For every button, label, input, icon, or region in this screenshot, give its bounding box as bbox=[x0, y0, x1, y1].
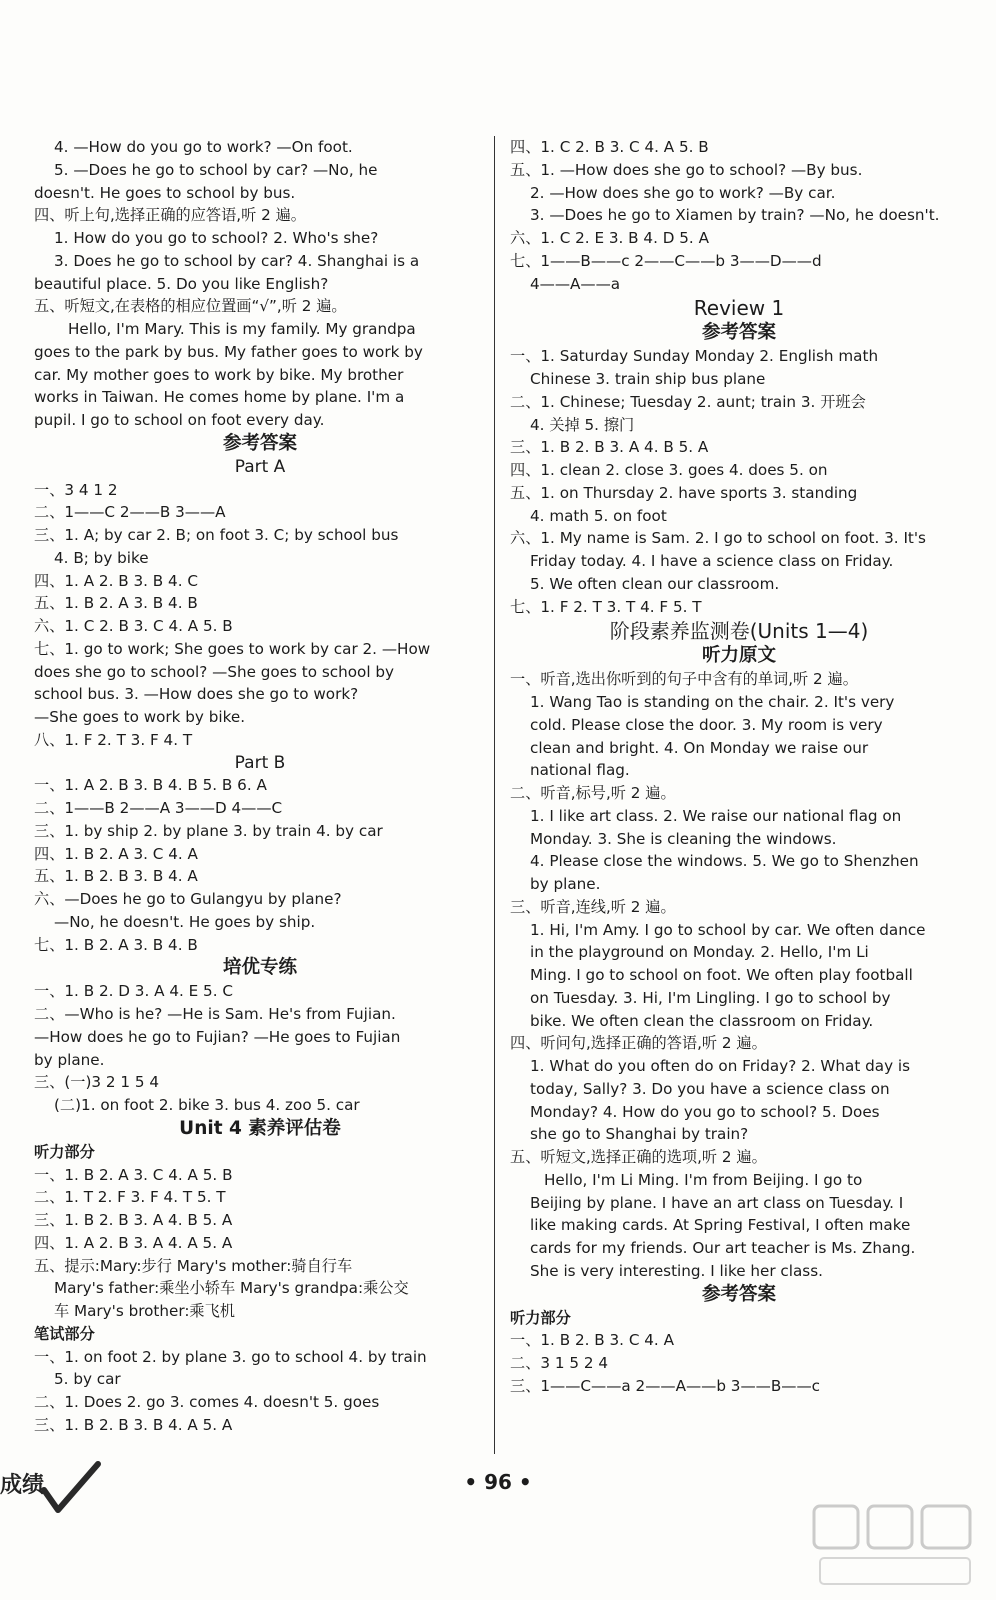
text-line: Monday. 3. She is cleaning the windows. bbox=[530, 829, 837, 848]
text-line: 三、(一)3 2 1 5 4 bbox=[34, 1073, 160, 1092]
text-line: 4——A——a bbox=[530, 274, 621, 293]
text-line: 六、1. C 2. B 3. C 4. A 5. B bbox=[34, 617, 233, 635]
text-line: 五、1. on Thursday 2. have sports 3. standing bbox=[510, 483, 858, 502]
text-line: 四、1. A 2. B 3. B 4. C bbox=[34, 571, 198, 590]
text-line: Hello, I'm Mary. This is my family. My grandpa bbox=[68, 320, 416, 338]
text-line: beautiful place. 5. Do you like English? bbox=[34, 274, 329, 293]
text-line: cards for my friends. Our art teacher is Ms. Zhang. bbox=[530, 1239, 916, 1257]
text-line: 1. Wang Tao is standing on the chair. 2. It's very bbox=[530, 693, 895, 711]
text-line: clean and bright. 4. On Monday we raise our bbox=[530, 738, 869, 757]
section-heading: Unit 4 素养评估卷 bbox=[179, 1117, 341, 1139]
text-line: bike. We often clean the classroom on Friday. bbox=[530, 1011, 874, 1030]
text-line: 七、1. go to work; She goes to work by car 2. —How bbox=[34, 639, 431, 658]
text-line: Friday today. 4. I have a science class on Friday. bbox=[530, 552, 894, 570]
text-line: national flag. bbox=[530, 761, 630, 780]
text-line: goes to the park by bus. My father goes to work by bbox=[34, 342, 423, 361]
text-line: —No, he doesn't. He goes by ship. bbox=[54, 912, 316, 931]
text-line: she go to Shanghai by train? bbox=[530, 1125, 749, 1144]
section-heading: Part A bbox=[234, 456, 286, 477]
section-heading: 培优专练 bbox=[222, 957, 297, 979]
text-line: 一、听音,选出你听到的句子中含有的单词,听 2 遍。 bbox=[510, 670, 858, 689]
text-line: 三、1——C——a 2——A——b 3——B——c bbox=[510, 1376, 820, 1395]
text-line: 一、3 4 1 2 bbox=[34, 480, 118, 499]
text-line: 三、听音,连线,听 2 遍。 bbox=[510, 897, 676, 916]
text-line: 二、—Who is he? —He is Sam. He's from Fujian. bbox=[34, 1005, 396, 1023]
text-line: (二)1. on foot 2. bike 3. bus 4. zoo 5. car bbox=[54, 1096, 360, 1114]
text-line: 车 Mary's brother:乘飞机 bbox=[54, 1302, 235, 1320]
text-line: —How does he go to Fujian? —He goes to Fujian bbox=[34, 1027, 401, 1046]
text-line: by plane. bbox=[34, 1050, 105, 1069]
text-line: 五、提示:Mary:步行 Mary's mother:骑自行车 bbox=[34, 1256, 353, 1275]
text-line: 二、3 1 5 2 4 bbox=[510, 1354, 608, 1372]
text-line: cold. Please close the door. 3. My room is very bbox=[530, 715, 883, 734]
text-line: 五、听短文,在表格的相应位置画“√”,听 2 遍。 bbox=[34, 297, 347, 316]
text-line: 四、1. C 2. B 3. C 4. A 5. B bbox=[510, 138, 709, 156]
column-divider bbox=[494, 136, 495, 1454]
section-heading: Part B bbox=[234, 752, 286, 773]
text-line: 五、1. B 2. A 3. B 4. B bbox=[34, 594, 198, 613]
text-line: car. My mother goes to work by bike. My brother bbox=[34, 365, 404, 384]
text-line: 二、1. Does 2. go 3. comes 4. doesn't 5. goes bbox=[34, 1393, 380, 1411]
section-heading: 参考答案 bbox=[222, 432, 297, 454]
text-line: 一、1. B 2. D 3. A 4. E 5. C bbox=[34, 982, 233, 1001]
text-line: 4. 关掉 5. 擦门 bbox=[530, 415, 635, 434]
text-line: by plane. bbox=[530, 875, 601, 893]
text-line: 二、听音,标号,听 2 遍。 bbox=[510, 784, 676, 802]
text-line: Ming. I go to school on foot. We often play football bbox=[530, 966, 913, 984]
text-line: 六、—Does he go to Gulangyu by plane? bbox=[34, 890, 342, 908]
text-line: Monday? 4. How do you go to school? 5. Does bbox=[530, 1102, 880, 1121]
text-line: 五、1. —How does she go to school? —By bus. bbox=[510, 160, 863, 179]
text-line: 五、1. B 2. B 3. B 4. A bbox=[34, 867, 198, 886]
subsection-label: 听力部分 bbox=[34, 1142, 95, 1161]
section-heading: 阶段素养监测卷(Units 1—4) bbox=[609, 619, 869, 644]
text-line: doesn't. He goes to school by bus. bbox=[34, 183, 296, 202]
text-line: 1. Hi, I'm Amy. I go to school by car. We often dance bbox=[530, 920, 926, 939]
text-line: 一、1. on foot 2. by plane 3. go to school 4. by train bbox=[34, 1347, 427, 1366]
section-heading: 参考答案 bbox=[701, 1283, 776, 1305]
text-line: 六、1. C 2. E 3. B 4. D 5. A bbox=[510, 229, 709, 247]
text-line: pupil. I go to school on foot every day. bbox=[34, 411, 325, 429]
text-line: 1. How do you go to school? 2. Who's she? bbox=[54, 229, 379, 247]
text-line: 4. B; by bike bbox=[54, 548, 149, 567]
text-line: like making cards. At Spring Festival, I often make bbox=[530, 1216, 911, 1235]
text-line: 1. What do you often do on Friday? 2. What day is bbox=[530, 1057, 911, 1075]
text-line: 七、1——B——c 2——C——b 3——D——d bbox=[510, 251, 822, 270]
text-line: in the playground on Monday. 2. Hello, I'm Li bbox=[530, 943, 869, 962]
text-line: 一、1. Saturday Sunday Monday 2. English math bbox=[510, 347, 879, 366]
text-line: Beijing by plane. I have an art class on Tuesday. I bbox=[530, 1193, 904, 1212]
text-line: 5. by car bbox=[54, 1370, 121, 1389]
section-heading: 听力原文 bbox=[701, 645, 776, 667]
text-line: 二、1. T 2. F 3. F 4. T 5. T bbox=[34, 1188, 226, 1207]
text-line: 八、1. F 2. T 3. F 4. T bbox=[34, 730, 193, 749]
text-line: works in Taiwan. He comes home by plane. I'm a bbox=[34, 388, 405, 407]
text-line: 四、听上句,选择正确的应答语,听 2 遍。 bbox=[34, 206, 306, 225]
page-number: • 96 • bbox=[464, 1470, 532, 1494]
text-line: 4. math 5. on foot bbox=[530, 506, 667, 525]
text-line: 一、1. A 2. B 3. B 4. B 5. B 6. A bbox=[34, 776, 267, 795]
text-line: today, Sally? 3. Do you have a science class on bbox=[530, 1079, 890, 1098]
text-line: does she go to school? —She goes to school by bbox=[34, 662, 395, 681]
text-line: 四、1. clean 2. close 3. goes 4. does 5. on bbox=[510, 461, 828, 479]
subsection-label: 听力部分 bbox=[510, 1308, 571, 1327]
text-line: 三、1. by ship 2. by plane 3. by train 4. by car bbox=[34, 821, 383, 840]
text-line: 四、1. B 2. A 3. C 4. A bbox=[34, 844, 198, 863]
section-heading: 参考答案 bbox=[701, 322, 776, 344]
subsection-label: 笔试部分 bbox=[34, 1324, 95, 1343]
section-heading: Review 1 bbox=[693, 296, 785, 321]
text-line: 4. Please close the windows. 5. We go to Shenzhen bbox=[530, 852, 919, 871]
right-column bbox=[510, 136, 968, 1398]
text-line: 5. —Does he go to school by car? —No, he bbox=[54, 160, 378, 179]
text-line: 六、1. My name is Sam. 2. I go to school on foot. 3. It's bbox=[510, 529, 926, 548]
left-column bbox=[34, 136, 486, 1437]
text-line: 2. —How does she go to work? —By car. bbox=[530, 183, 836, 202]
text-line: 一、1. B 2. A 3. C 4. A 5. B bbox=[34, 1165, 233, 1184]
text-line: —She goes to work by bike. bbox=[34, 708, 246, 726]
text-line: Chinese 3. train ship bus plane bbox=[530, 370, 766, 388]
text-line: 5. We often clean our classroom. bbox=[530, 574, 780, 593]
text-line: 一、1. B 2. B 3. C 4. A bbox=[510, 1331, 674, 1350]
text-line: 四、听问句,选择正确的答语,听 2 遍。 bbox=[510, 1034, 767, 1053]
text-line: She is very interesting. I like her class. bbox=[530, 1261, 823, 1280]
text-line: 三、1. B 2. B 3. B 4. A 5. A bbox=[34, 1415, 233, 1434]
text-line: 三、1. B 2. B 3. A 4. B 5. A bbox=[34, 1211, 233, 1229]
text-line: 3. Does he go to school by car? 4. Shanghai is a bbox=[54, 251, 420, 270]
text-line: 七、1. B 2. A 3. B 4. B bbox=[34, 935, 198, 954]
text-line: Mary's father:乘坐小轿车 Mary's grandpa:乘公交 bbox=[54, 1279, 409, 1298]
text-line: 二、1——C 2——B 3——A bbox=[34, 503, 226, 522]
text-line: on Tuesday. 3. Hi, I'm Lingling. I go to school by bbox=[530, 988, 891, 1007]
text-line: 3. —Does he go to Xiamen by train? —No, he doesn't. bbox=[530, 206, 940, 225]
text-line: 三、1. A; by car 2. B; on foot 3. C; by school bus bbox=[34, 526, 399, 544]
watermark-logo bbox=[810, 1500, 980, 1590]
text-line: 4. —How do you go to work? —On foot. bbox=[54, 138, 353, 156]
text-line: 五、听短文,选择正确的选项,听 2 遍。 bbox=[510, 1148, 767, 1166]
text-line: 三、1. B 2. B 3. A 4. B 5. A bbox=[510, 438, 709, 457]
text-line: 1. I like art class. 2. We raise our national flag on bbox=[530, 806, 902, 825]
text-line: school bus. 3. —How does she go to work? bbox=[34, 685, 359, 704]
text-line: 七、1. F 2. T 3. T 4. F 5. T bbox=[510, 597, 702, 616]
text-line: 二、1. Chinese; Tuesday 2. aunt; train 3. 开班会 bbox=[510, 392, 866, 411]
text-line: Hello, I'm Li Ming. I'm from Beijing. I go to bbox=[544, 1170, 863, 1189]
text-line: 二、1——B 2——A 3——D 4——C bbox=[34, 799, 283, 817]
footer-text: 成绩 bbox=[0, 1473, 45, 1498]
text-line: 四、1. A 2. B 3. A 4. A 5. A bbox=[34, 1233, 233, 1252]
